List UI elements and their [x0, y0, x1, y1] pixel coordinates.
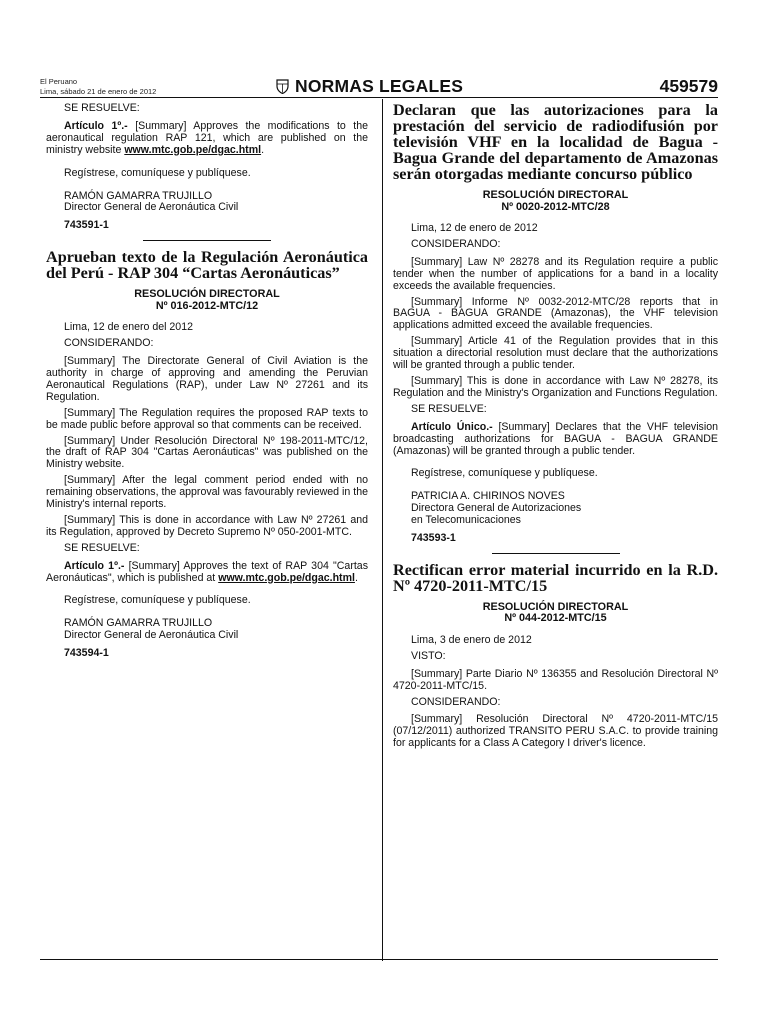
- footer-rule: [40, 959, 718, 960]
- publication-code: 743591-1: [64, 219, 109, 232]
- dgac-web-link[interactable]: www.mtc.gob.pe/dgac.html: [218, 571, 355, 584]
- page-header-title-block: [276, 76, 463, 97]
- article-paragraph: [46, 561, 368, 585]
- resolution-number: Nº 0020-2012-MTC/28: [501, 200, 610, 213]
- se-resuelve-label: SE RESUELVE:: [64, 541, 140, 554]
- signer-name: PATRICIA A. CHIRINOS NOVES: [411, 490, 565, 503]
- article-text-tail: .: [354, 571, 358, 584]
- dgac-web-link[interactable]: www.mtc.gob.pe/dgac.html: [124, 143, 262, 156]
- resolution-label: RESOLUCIÓN DIRECTORAL: [482, 189, 629, 201]
- recital-paragraph: [Summary] Article 41 of the Regulation provides that in this situation a directorial resolution must declare that the authorizations will be granted through a public tender.: [393, 335, 718, 372]
- signer-title: Directora General de Autorizaciones: [411, 502, 582, 515]
- visto-label: VISTO:: [411, 649, 446, 662]
- article-heading: Artículo 1º.-: [64, 119, 128, 132]
- closing-formula: Regístrese, comuníquese y publíquese.: [411, 467, 598, 480]
- publication-code: 743594-1: [64, 647, 109, 660]
- resolution-header: [393, 190, 718, 213]
- recital-paragraph: [Summary] The Directorate General of Civil Aviation is the authority in charge of approving and amending the Peruvian Aeronautical Regulations (RAP), under Law Nº 27261 and its Regulation.: [46, 355, 368, 403]
- right-column: [393, 100, 718, 754]
- resolution-date: Lima, 3 de enero de 2012: [411, 633, 532, 646]
- resolution-date: Lima, 12 de enero del 2012: [64, 321, 193, 334]
- considerando-label: CONSIDERANDO:: [64, 337, 154, 350]
- section-title: Rectifican error material incurrido en la R.D. Nº 4720-2011-MTC/15: [393, 560, 718, 595]
- signer-title: Director General de Aeronáutica Civil: [64, 629, 239, 642]
- se-resuelve-label: SE RESUELVE:: [64, 102, 140, 114]
- resolution-number: Nº 044-2012-MTC/15: [504, 612, 607, 625]
- article-paragraph: [393, 422, 718, 458]
- column-divider: [382, 99, 383, 961]
- article-text: [Summary] Approves the text of RAP 304 "Cartas Aeronáuticas", which is published at: [46, 559, 368, 584]
- recital-paragraph: [Summary] After the legal comment period ended with no remaining observations, the approval was favourably reviewed in the Ministry's internal reports.: [46, 474, 368, 511]
- se-resuelve-label: SE RESUELVE:: [411, 402, 487, 415]
- signer-name: RAMÓN GAMARRA TRUJILLO: [64, 617, 213, 630]
- section-divider: [143, 240, 271, 241]
- recital-paragraph: [Summary] Informe Nº 0032-2012-MTC/28 reports that in BAGUA - BAGUA GRANDE (Amazonas), the VHF television applications admitted exceed the available frequencies.: [393, 295, 718, 332]
- page-header-meta: [40, 77, 156, 97]
- header-rule: [40, 97, 718, 98]
- recital-paragraph: [Summary] The Regulation requires the proposed RAP texts to be made public before approval so that comments can be received.: [46, 406, 368, 431]
- recital-paragraph: [Summary] Law Nº 28278 and its Regulation require a public tender when the number of applications for a band in a locality exceeds the available frequencies.: [393, 255, 718, 292]
- article-heading: Artículo 1º.-: [64, 559, 125, 572]
- left-column: [46, 100, 368, 664]
- section-title: Aprueban texto de la Regulación Aeronáutica del Perú - RAP 304 “Cartas Aeronáuticas”: [46, 248, 368, 283]
- article-heading: Artículo Único.-: [411, 420, 493, 433]
- resolution-label: RESOLUCIÓN DIRECTORAL: [482, 600, 629, 613]
- closing-formula: Regístrese, comuníquese y publíquese.: [64, 166, 251, 179]
- considerando-label: CONSIDERANDO:: [411, 237, 501, 250]
- resolution-date: Lima, 12 de enero de 2012: [411, 222, 538, 234]
- resolution-label: RESOLUCIÓN DIRECTORAL: [134, 288, 280, 301]
- signer-title: en Telecomunicaciones: [411, 514, 521, 527]
- article-paragraph: [46, 121, 368, 157]
- recital-paragraph: [Summary] Resolución Directoral Nº 4720-2011-MTC/15 (07/12/2011) authorized TRANSITO PERU S.A.C. to provide training for applicants for a Class A Category I driver's licence.: [393, 713, 718, 750]
- resolution-number: Nº 016-2012-MTC/12: [155, 299, 259, 312]
- article-text-tail: .: [261, 143, 265, 156]
- resolution-header: [46, 289, 368, 312]
- page-header-title: NORMAS LEGALES: [295, 76, 464, 96]
- publication-name: El Peruano: [40, 77, 78, 86]
- closing-formula: Regístrese, comuníquese y publíquese.: [64, 594, 251, 607]
- considerando-label: CONSIDERANDO:: [411, 695, 501, 708]
- signer-title: Director General de Aeronáutica Civil: [64, 201, 239, 214]
- page-number: 459579: [659, 76, 718, 96]
- section-divider: [492, 553, 620, 554]
- signer-name: RAMÓN GAMARRA TRUJILLO: [64, 189, 213, 202]
- visto-paragraph: [Summary] Parte Diario Nº 136355 and Resolución Directoral Nº 4720-2011-MTC/15.: [393, 667, 718, 692]
- resolution-header: [393, 602, 718, 625]
- article-text: [Summary] Approves the modifications to the aeronautical regulation RAP 121, which are published on the ministry website: [46, 119, 368, 156]
- publication-date: Lima, sábado 21 de enero de 2012: [40, 87, 157, 96]
- recital-paragraph: [Summary] This is done in accordance with Law Nº 28278, its Regulation and the Ministry's Organization and Functions Regulation.: [393, 374, 718, 399]
- recital-paragraph: [Summary] This is done in accordance with Law Nº 27261 and its Regulation, approved by Decreto Supremo Nº 050-2001-MTC.: [46, 513, 368, 538]
- article-text: [Summary] Declares that the VHF television broadcasting authorizations for BAGUA - BAGUA GRANDE (Amazonas) will be granted through a public tender.: [393, 420, 718, 457]
- recital-paragraph: [Summary] Under Resolución Directoral Nº 198-2011-MTC/12, the draft of RAP 304 "Cartas Aeronáuticas" was published on the Ministry website.: [46, 434, 368, 471]
- section-title: Declaran que las autorizaciones para la prestación del servicio de radiodifusión por televisión VHF en la localidad de Bagua - Bagua Grande del departamento de Amazonas serán otorgadas mediante concurso público: [393, 101, 718, 183]
- coat-of-arms-icon: [276, 79, 289, 94]
- publication-code: 743593-1: [411, 532, 456, 545]
